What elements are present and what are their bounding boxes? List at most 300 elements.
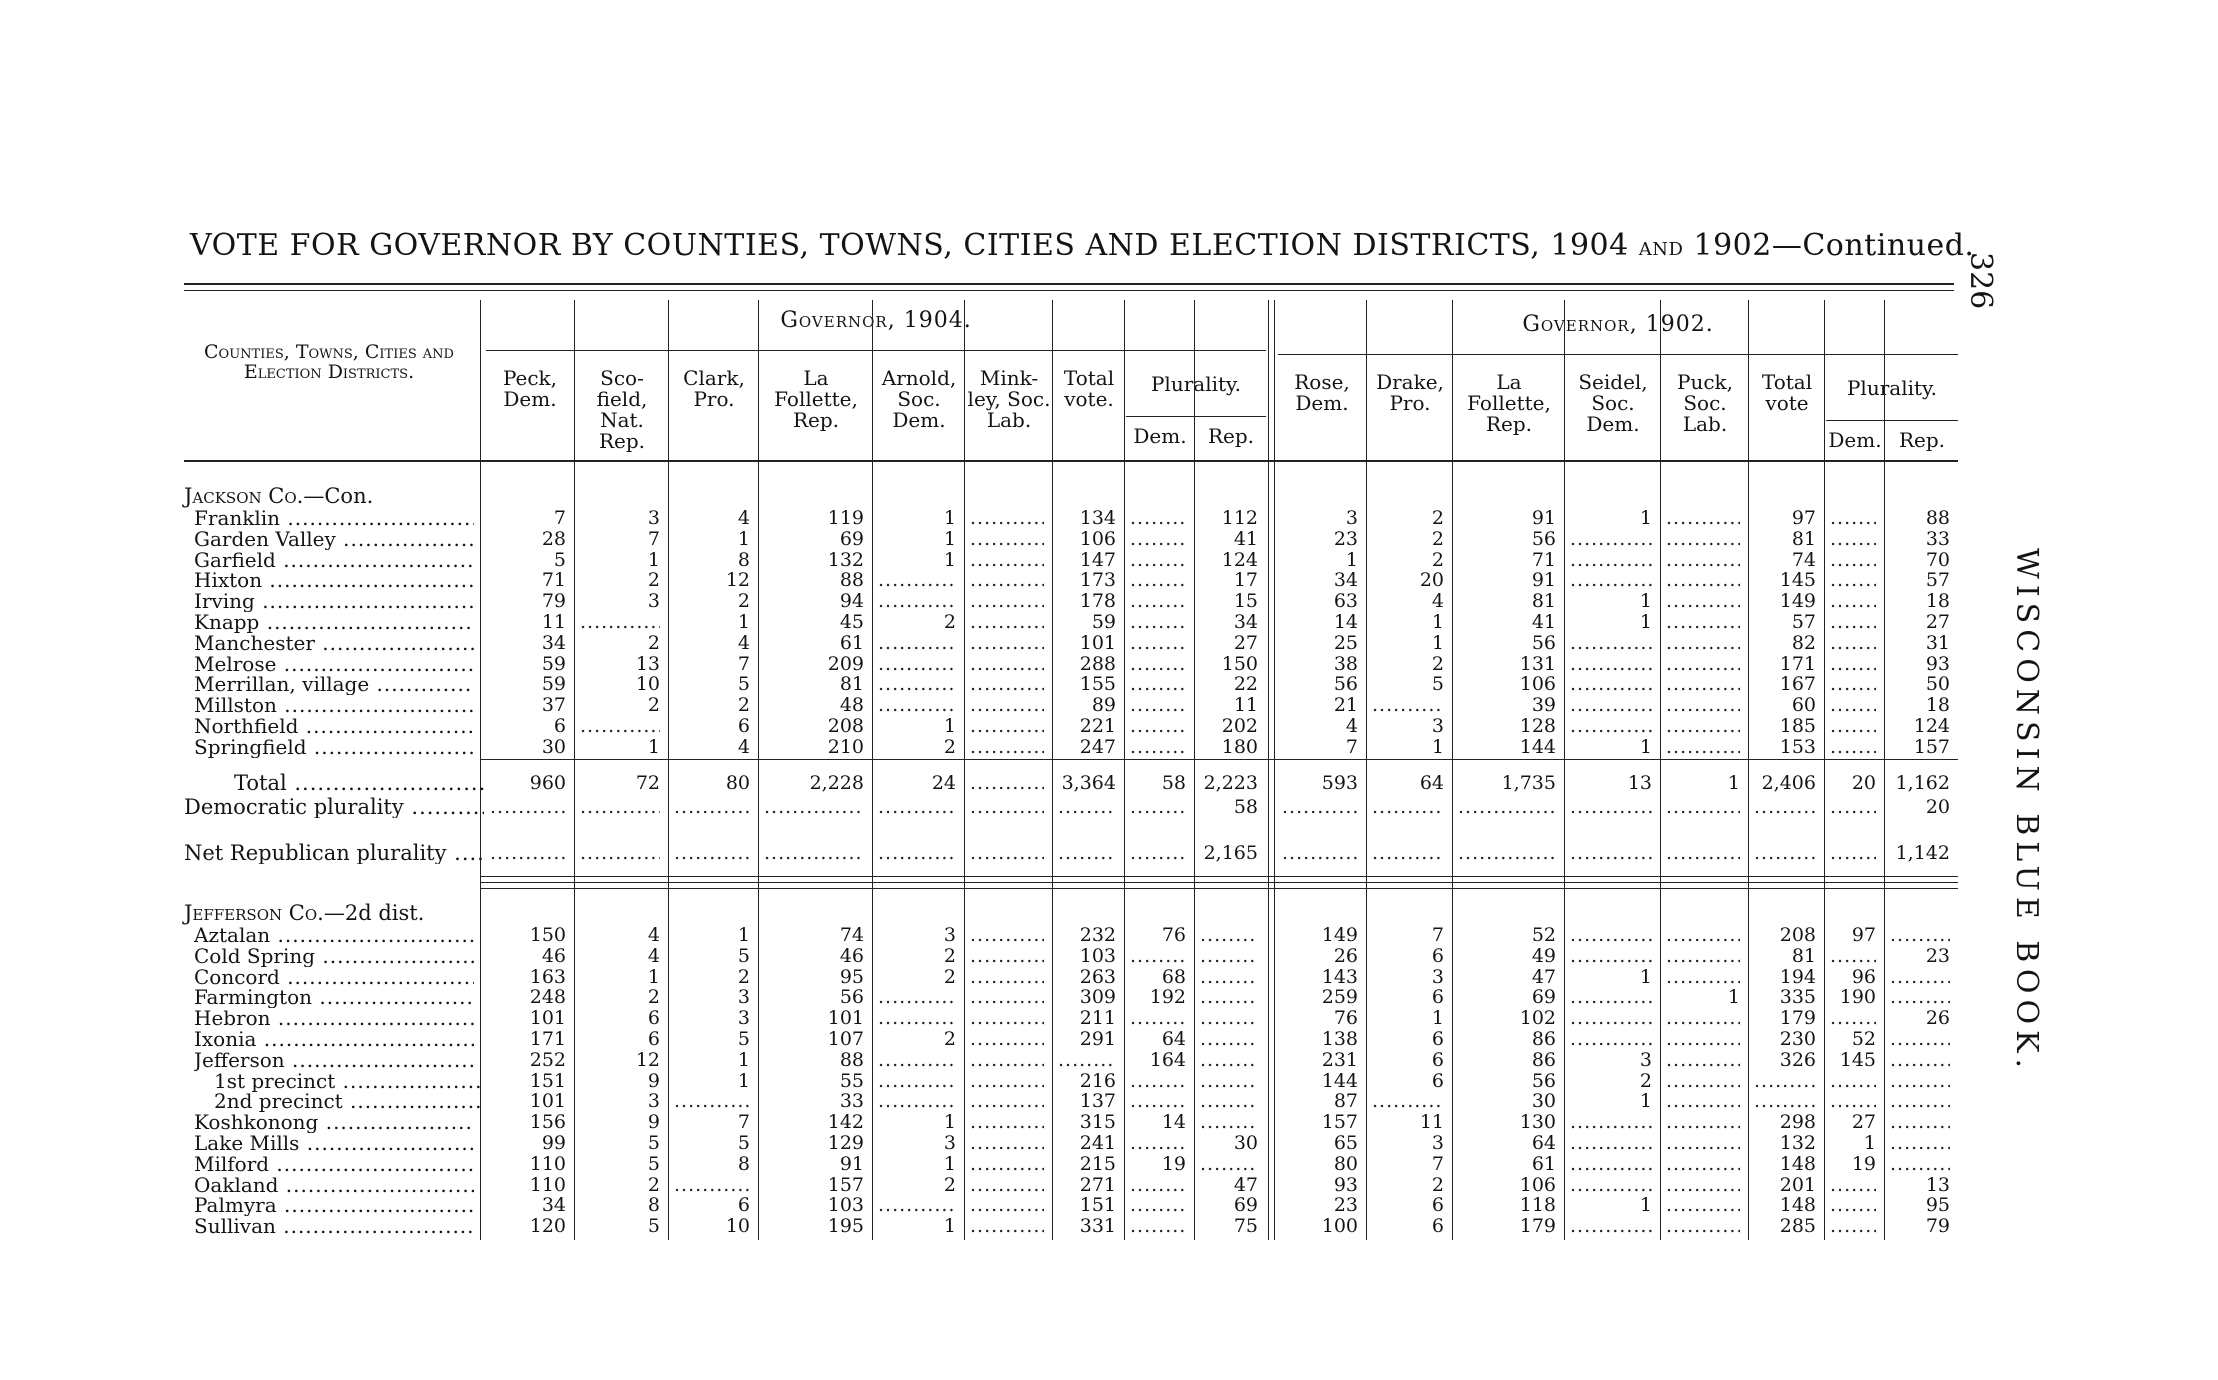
empty-cell-13 [1666,674,1740,695]
colhead-1902-0: Rose, Dem. [1294,370,1350,415]
cell-3: 208 [827,715,864,737]
table-row [0,695,2000,716]
group-1904-title: Governor, 1904. [780,308,972,333]
cell-7: 68 [1161,965,1186,988]
cell-8: 17 [1233,569,1258,592]
plurality-dem-header-1904: Dem. [1133,424,1187,448]
empty-cell-3 [764,843,864,864]
cell-11: 64 [1531,1132,1556,1154]
empty-cell-5 [970,1050,1044,1071]
cell-9: 93 [1333,1173,1358,1196]
cell-4: 1 [943,507,956,529]
cell-0: 150 [529,924,566,946]
group-1902-title: Governor, 1902. [1522,312,1714,337]
total-cell-14: 2,406 [1761,772,1816,794]
empty-cell-0 [490,797,566,818]
cell-10: 3 [1431,1132,1444,1154]
cell-8: 180 [1221,735,1258,758]
empty-cell-7 [1130,1008,1186,1029]
row-label: Springfield ..... [194,737,474,758]
cell-6: 241 [1079,1132,1116,1154]
colhead-1904-2: Clark, Pro. [683,366,745,411]
democratic-plurality-row-value-1902: 20 [1925,796,1950,818]
total-cell-9: 593 [1321,772,1358,794]
empty-cell-5 [970,550,1044,571]
cell-9: 23 [1333,1194,1358,1217]
empty-cell-13 [1666,1175,1740,1196]
cell-9: 63 [1333,590,1358,613]
cell-11: 71 [1531,548,1556,571]
cell-14: 148 [1779,1152,1816,1175]
cell-2: 4 [737,631,750,654]
cell-4: 2 [943,735,956,758]
table-row [0,570,2000,591]
cell-15: 190 [1839,986,1876,1009]
row-label: Cold Spring ..... [194,946,474,967]
cell-11: 91 [1531,569,1556,592]
empty-cell-12 [1570,946,1652,967]
total-cell-10: 64 [1419,772,1444,794]
running-head: WISCONSIN BLUE BOOK. [2009,548,2044,1075]
row-label: Knapp ..... [194,612,474,633]
total-cell-8: 2,223 [1203,772,1258,794]
plurality-header-1902: Plurality. [1846,376,1938,400]
empty-cell-7 [1130,1195,1186,1216]
empty-cell-12 [1570,925,1652,946]
cell-11: 49 [1531,944,1556,967]
cell-8: 112 [1221,507,1258,529]
cell-9: 38 [1333,652,1358,675]
net-republican-plurality-row-value-1904: 2,165 [1203,842,1258,864]
row-label: Franklin ..... [194,508,474,529]
cell-8: 150 [1221,652,1258,675]
empty-cell-4 [878,1091,956,1112]
cell-0: 163 [529,965,566,988]
cell-6: 288 [1079,652,1116,675]
cell-9: 144 [1321,1069,1358,1092]
cell-11: 130 [1519,1111,1556,1134]
empty-cell-15 [1830,612,1876,633]
row-label: Irving ..... [194,591,474,612]
cell-10: 6 [1431,1048,1444,1071]
cell-16: 157 [1913,735,1950,758]
cell-1: 3 [647,590,660,613]
total-label: Total ..... [234,773,484,794]
cell-3: 157 [827,1173,864,1196]
cell-1: 2 [647,631,660,654]
empty-cell-13 [1666,529,1740,550]
cell-6: 59 [1091,611,1116,633]
cell-2: 2 [737,694,750,717]
cell-0: 171 [529,1028,566,1050]
empty-cell-16 [1890,1133,1950,1154]
empty-cell-4 [878,1071,956,1092]
net-republican-plurality-row-value-1902: 1,142 [1895,842,1950,864]
plurality-rule-1902 [1826,420,1958,421]
row-label: Sullivan ..... [194,1216,474,1237]
empty-cell-12 [1570,1154,1652,1175]
cell-0: 101 [529,1090,566,1113]
cell-10: 4 [1431,590,1444,613]
cell-9: 138 [1321,1028,1358,1050]
cell-10: 6 [1431,944,1444,967]
cell-9: 87 [1333,1090,1358,1113]
empty-cell-5 [970,1216,1044,1237]
cell-3: 61 [839,631,864,654]
cell-16: 88 [1925,507,1950,529]
table-row [0,1008,2000,1029]
empty-cell-7 [1130,737,1186,758]
plurality-rep-header-1904: Rep. [1207,424,1255,448]
table-row [0,1112,2000,1133]
empty-cell-10 [1372,797,1444,818]
empty-cell-15 [1830,1008,1876,1029]
cell-6: 134 [1079,507,1116,529]
empty-cell-10 [1372,695,1444,716]
empty-cell-7 [1130,529,1186,550]
title-main: VOTE FOR GOVERNOR BY COUNTIES, TOWNS, CITIES AND ELECTION DISTRICTS, 1904 [190,228,1629,263]
empty-cell-4 [878,633,956,654]
cell-15: 52 [1851,1028,1876,1050]
empty-cell-15 [1830,1216,1876,1237]
cell-1: 6 [647,1028,660,1050]
title-rule-bottom [184,290,1954,291]
empty-cell-12 [1570,570,1652,591]
cell-6: 232 [1079,924,1116,946]
cell-0: 59 [541,673,566,696]
empty-cell-12 [1570,674,1652,695]
cell-0: 99 [541,1132,566,1154]
cell-2: 1 [737,527,750,550]
empty-cell-7 [1130,633,1186,654]
cell-11: 102 [1519,1007,1556,1030]
plurality-rule-1904 [1126,416,1266,417]
cell-1: 12 [635,1048,660,1071]
empty-cell-13 [1666,508,1740,529]
cell-0: 37 [541,694,566,717]
empty-cell-7 [1130,797,1186,818]
empty-cell-15 [1830,843,1876,864]
row-label: 1st precinct ..... [214,1071,484,1092]
empty-cell-13 [1666,716,1740,737]
cell-4: 1 [943,1111,956,1134]
empty-cell-12 [1570,797,1652,818]
empty-cell-8 [1200,1029,1258,1050]
total-cell-1: 72 [635,772,660,794]
cell-8: 47 [1233,1173,1258,1196]
empty-cell-5 [970,773,1044,794]
empty-cell-13 [1666,695,1740,716]
empty-cell-7 [1130,1091,1186,1112]
total-cell-12: 13 [1627,772,1652,794]
cell-6: 291 [1079,1028,1116,1050]
cell-1: 3 [647,1090,660,1113]
empty-cell-12 [1570,654,1652,675]
empty-cell-5 [970,1133,1044,1154]
total-cell-13: 1 [1727,772,1740,794]
cell-8: 11 [1233,694,1258,717]
row-label: Garden Valley ..... [194,529,474,550]
cell-2: 7 [737,652,750,675]
cell-10: 1 [1431,735,1444,758]
row-label: Merrillan, village ..... [194,674,474,695]
cell-3: 129 [827,1132,864,1154]
empty-cell-13 [1666,591,1740,612]
cell-14: 132 [1779,1132,1816,1154]
empty-cell-12 [1570,1112,1652,1133]
empty-cell-15 [1830,633,1876,654]
cell-9: 231 [1321,1048,1358,1071]
cell-2: 3 [737,986,750,1009]
cell-10: 2 [1431,652,1444,675]
empty-cell-7 [1130,843,1186,864]
cell-1: 9 [647,1069,660,1092]
empty-cell-12 [1570,1175,1652,1196]
cell-15: 1 [1863,1132,1876,1154]
empty-cell-5 [970,925,1044,946]
empty-cell-15 [1830,797,1876,818]
empty-cell-8 [1200,1008,1258,1029]
empty-cell-4 [878,1008,956,1029]
total-cell-6: 3,364 [1061,772,1116,794]
cell-12: 1 [1639,1194,1652,1217]
empty-cell-13 [1666,1133,1740,1154]
row-label: Lake Mills ..... [194,1133,474,1154]
cell-16: 23 [1925,944,1950,967]
header-bottom-rule [184,460,1958,462]
empty-cell-6 [1058,843,1116,864]
cell-10: 11 [1419,1111,1444,1134]
total-cell-7: 58 [1161,772,1186,794]
cell-3: 88 [839,569,864,592]
empty-cell-15 [1830,1071,1876,1092]
cell-16: 18 [1925,590,1950,613]
cell-6: 101 [1079,631,1116,654]
cell-9: 143 [1321,965,1358,988]
empty-cell-14 [1754,843,1816,864]
cell-1: 5 [647,1215,660,1238]
cell-9: 7 [1345,735,1358,758]
empty-cell-5 [970,797,1044,818]
cell-14: 208 [1779,924,1816,946]
cell-7: 14 [1161,1111,1186,1134]
row-label: Koshkonong ..... [194,1112,474,1133]
cell-6: 263 [1079,965,1116,988]
empty-cell-8 [1200,1091,1258,1112]
table-row [0,550,2000,571]
empty-cell-10 [1372,1091,1444,1112]
empty-cell-16 [1890,925,1950,946]
plurality-header-1904: Plurality. [1150,372,1242,396]
empty-cell-5 [970,946,1044,967]
cell-14: 74 [1791,548,1816,571]
cell-6: 103 [1079,944,1116,967]
empty-cell-4 [878,591,956,612]
cell-2: 1 [737,1069,750,1092]
page-number: 326 [1963,252,1998,310]
cell-10: 1 [1431,1007,1444,1030]
cell-14: 167 [1779,673,1816,696]
cell-2: 4 [737,735,750,758]
table-row [0,1195,2000,1216]
cell-10: 3 [1431,715,1444,737]
row-label: Jefferson ..... [194,1050,474,1071]
cell-14: 145 [1779,569,1816,592]
empty-cell-12 [1570,843,1652,864]
cell-14: 149 [1779,590,1816,613]
title-continued: 1902—Continued. [1693,228,1975,263]
cell-0: 120 [529,1215,566,1238]
cell-9: 65 [1333,1132,1358,1154]
cell-14: 57 [1791,611,1816,633]
total-cell-11: 1,735 [1501,772,1556,794]
cell-1: 6 [647,1007,660,1030]
empty-cell-14 [1754,1091,1816,1112]
empty-cell-12 [1570,550,1652,571]
empty-cell-13 [1666,1008,1740,1029]
cell-11: 81 [1531,590,1556,613]
table-row [0,1071,2000,1092]
colhead-1904-0: Peck, Dem. [502,366,558,411]
empty-cell-5 [970,612,1044,633]
row-label: Concord ..... [194,967,474,988]
table-row [0,1133,2000,1154]
cell-14: 153 [1779,735,1816,758]
cell-16: 13 [1925,1173,1950,1196]
section-rule-3 [480,888,1958,889]
cell-9: 157 [1321,1111,1358,1134]
cell-10: 6 [1431,986,1444,1009]
cell-2: 12 [725,569,750,592]
table-row [0,674,2000,695]
empty-cell-13 [1666,633,1740,654]
cell-14: 201 [1779,1173,1816,1196]
cell-9: 21 [1333,694,1358,717]
empty-cell-5 [970,1154,1044,1175]
cell-11: 128 [1519,715,1556,737]
empty-cell-15 [1830,716,1876,737]
cell-9: 4 [1345,715,1358,737]
cell-8: 202 [1221,715,1258,737]
cell-14: 298 [1779,1111,1816,1134]
cell-1: 9 [647,1111,660,1134]
cell-4: 2 [943,965,956,988]
cell-9: 259 [1321,986,1358,1009]
empty-cell-7 [1130,612,1186,633]
cell-6: 215 [1079,1152,1116,1175]
cell-9: 34 [1333,569,1358,592]
cell-16: 33 [1925,527,1950,550]
title-rule-top [184,283,1954,285]
cell-2: 8 [737,1152,750,1175]
cell-7: 76 [1161,924,1186,946]
empty-cell-13 [1666,1029,1740,1050]
empty-cell-8 [1200,946,1258,967]
cell-1: 10 [635,673,660,696]
cell-7: 64 [1161,1028,1186,1050]
empty-cell-8 [1200,1071,1258,1092]
empty-cell-12 [1570,695,1652,716]
empty-cell-7 [1130,1133,1186,1154]
total-cell-3: 2,228 [809,772,864,794]
empty-cell-5 [970,1008,1044,1029]
cell-13: 1 [1727,986,1740,1009]
cell-11: 179 [1519,1215,1556,1238]
empty-cell-13 [1666,570,1740,591]
cell-1: 2 [647,1173,660,1196]
table-row [0,654,2000,675]
empty-cell-5 [970,1029,1044,1050]
cell-16: 70 [1925,548,1950,571]
cell-11: 47 [1531,965,1556,988]
empty-cell-12 [1570,529,1652,550]
cell-9: 80 [1333,1152,1358,1175]
cell-12: 2 [1639,1069,1652,1092]
cell-0: 46 [541,944,566,967]
cell-3: 91 [839,1152,864,1175]
cell-8: 124 [1221,548,1258,571]
empty-cell-13 [1666,550,1740,571]
cell-9: 1 [1345,548,1358,571]
table-row [0,508,2000,529]
empty-cell-13 [1666,1154,1740,1175]
cell-10: 5 [1431,673,1444,696]
empty-cell-12 [1570,1008,1652,1029]
cell-10: 20 [1419,569,1444,592]
cell-3: 55 [839,1069,864,1092]
empty-cell-6 [1058,797,1116,818]
cell-12: 1 [1639,611,1652,633]
cell-2: 8 [737,548,750,571]
empty-cell-2 [674,843,750,864]
empty-cell-7 [1130,1175,1186,1196]
empty-cell-4 [878,987,956,1008]
row-label: Hebron ..... [194,1008,474,1029]
cell-3: 88 [839,1048,864,1071]
cell-6: 216 [1079,1069,1116,1092]
total-cell-15: 20 [1851,772,1876,794]
cell-4: 2 [943,611,956,633]
empty-cell-8 [1200,1050,1258,1071]
cell-14: 60 [1791,694,1816,717]
empty-cell-4 [878,1195,956,1216]
cell-9: 23 [1333,527,1358,550]
colhead-1902-1: Drake, Pro. [1376,370,1444,415]
total-cell-4: 24 [931,772,956,794]
empty-cell-9 [1282,843,1358,864]
colhead-1904-4: Arnold, Soc. Dem. [881,366,957,432]
cell-14: 171 [1779,652,1816,675]
empty-cell-13 [1666,967,1740,988]
empty-cell-7 [1130,550,1186,571]
cell-10: 2 [1431,527,1444,550]
empty-cell-5 [970,967,1044,988]
row-label: 2nd precinct ..... [214,1091,484,1112]
cell-0: 79 [541,590,566,613]
cell-14: 335 [1779,986,1816,1009]
cell-14: 82 [1791,631,1816,654]
empty-cell-13 [1666,946,1740,967]
empty-cell-5 [970,529,1044,550]
cell-3: 94 [839,590,864,613]
colhead-1902-5: Total vote [1761,370,1813,415]
cell-10: 6 [1431,1028,1444,1050]
cell-9: 149 [1321,924,1358,946]
cell-1: 13 [635,652,660,675]
cell-7: 192 [1149,986,1186,1009]
cell-6: 178 [1079,590,1116,613]
cell-16: 124 [1913,715,1950,737]
